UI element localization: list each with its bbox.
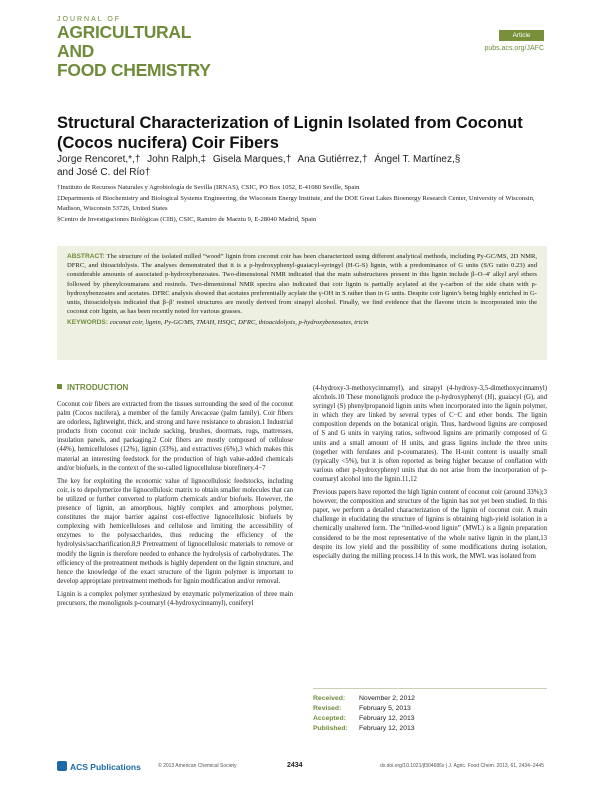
- journal-logo: [57, 16, 227, 82]
- affiliation: ‡Departments of Biochemistry and Biological Systems Engineering, the Wisconsin Energy Institute, and the DOE Great Lakes Bioenergy Research Center, University of Wisconsin, Madison, Wisconsin 53726, United States: [57, 195, 535, 212]
- section-square-icon: [57, 384, 62, 389]
- paragraph: Previous papers have reported the high lignin content of coconut coir (around 33%);3 however, the composition and structure of the lignin has not yet been studied. In this paper, we perform a detailed characterization of the lignin of coconut coir. A main challenge in elucidating the structure of lignins is obtaining high-yield isolation in a chemically unaltered form. The “milled-wood lignin” (MWL) is a lignin preparation considered to be the most representative of the whole native lignin in the plant,13 despite its low yield and the possibility of some modifications during isolation, especially during the milling process.14 In this work, the MWL was isolated from: [313, 489, 547, 560]
- abstract-label: ABSTRACT:: [67, 253, 105, 260]
- affiliation: †Instituto de Recursos Naturales y Agrobiología de Sevilla (IRNAS), CSIC, PO Box 1052, E-41080 Seville, Spain: [57, 184, 360, 191]
- publication-dates: [313, 688, 547, 734]
- affiliation: §Centro de Investigaciones Biológicas (CIB), CSIC, Ramiro de Maeztu 9, E-28040 Madrid, Spain: [57, 215, 317, 223]
- date-label: Received:: [313, 695, 346, 702]
- keywords-line: [67, 318, 537, 327]
- date-value: February 5, 2013: [359, 705, 411, 712]
- paragraph: Lignin is a complex polymer synthesized by enzymatic polymerization of three main precursors, the monolignols p-coumaryl (4-hydroxycinnamyl), coniferyl: [57, 590, 293, 607]
- date-label: Published:: [313, 725, 348, 732]
- author-name[interactable]: Jorge Rencoret,*,†: [57, 154, 141, 165]
- abstract-body: [67, 252, 537, 316]
- page-number: 2434: [287, 762, 303, 769]
- date-value: November 2, 2012: [359, 695, 415, 702]
- author-name[interactable]: Ana Gutiérrez,†: [297, 154, 368, 165]
- copyright: © 2013 American Chemical Society: [158, 763, 237, 769]
- keywords-label: KEYWORDS:: [67, 319, 109, 327]
- right-column: [313, 384, 547, 565]
- date-value: February 12, 2013: [359, 715, 415, 722]
- date-value: February 12, 2013: [359, 725, 415, 732]
- article-type-badge: Article: [499, 30, 544, 41]
- abstract-text: The structure of the isolated milled “wood” lignin from coconut coir has been characterized using different analytical methods, including Py-GC/MS, 2D NMR, DFRC, and thioacidolysis. The analyses demonstrated that it is a p-hydroxyphenyl-guaiacyl-syringyl (H-G-S) lignin, with a predominance of G units (S/G ratio 0.23) and considerable amounts of associated p-hydroxybenzoates. Two-dimensional NMR indicated that the main substructures present in this lignin include β–O–4′ alkyl aryl ethers followed by phenylcoumarans and resinols. Two-dimensional NMR spectra also indicated that coir lignin is partially acylated at the γ-carbon of the side chain with p-hydroxybenzoates and acetates. DFRC analysis showed that acetates preferentially acylate the γ-OH in S rather than in G units. Despite coir lignin’s being highly enriched in G-units, thioacidolysis indicated that β–β′ resinol structures are mostly derived from sinapyl alcohol. Finally, we find evidence that the flavone tricin is incorporated into the coconut coir lignin, as has been recently noted for various grasses.: [67, 253, 537, 316]
- affiliations: [57, 183, 547, 226]
- article-title: Structural Characterization of Lignin Isolated from Coconut (Cocos nucifera) Coir Fibers: [57, 114, 523, 152]
- paragraph: The key for exploiting the economic value of lignocellulosic feedstocks, including coir, is to depolymerize the lignocellulosic matrix to obtain smaller molecules that can be utilized or further converted to platform chemicals and/or biofuels. However, the presence of lignin, an amorphous, highly complex and amorphous polymer, constitutes the major barrier against cost-effective lignocellulosic biofuels by complexing with hemicelluloses and cellulose and limiting the accessibility of enzymes to the polysaccharides, thus reducing the efficiency of the hydrolysis/saccharification.8,9 Pretreatment of lignocellulosic materials to remove or modify the lignin is therefore needed to enhance the hydrolysis of carbohydrates. The efficiency of the pretreatment methods is highly dependent on the lignin structure, and hence the knowledge of the exact structure of the lignin polymer is important to develop appropriate pretreatment methods for lignin modification and/or removal.: [57, 477, 293, 585]
- date-row: [313, 694, 547, 704]
- journal-name-line2: FOOD CHEMISTRY: [57, 60, 211, 80]
- section-heading: [57, 383, 128, 392]
- journal-name-line1: AGRICULTURAL AND: [57, 22, 191, 61]
- page-footer: [0, 761, 600, 775]
- author-name[interactable]: Ángel T. Martínez,§: [374, 154, 461, 165]
- date-row: [313, 724, 547, 734]
- date-row: [313, 704, 547, 714]
- publisher-name: ACS Publications: [70, 762, 141, 772]
- keywords-text: coconut coir, lignin, Py-GC/MS, TMAH, HSQC, DFRC, thioacidolysis, p-hydroxybenzoates, tricin: [109, 319, 369, 327]
- date-row: [313, 714, 547, 724]
- acs-logo-icon: [57, 761, 67, 771]
- section-title: INTRODUCTION: [67, 383, 129, 392]
- doi-link[interactable]: dx.doi.org/10.1021/jf304686x | J. Agric. Food Chem. 2013, 61, 2434−2445: [379, 763, 544, 769]
- author-name[interactable]: John Ralph,‡: [147, 154, 207, 165]
- date-label: Revised:: [313, 705, 342, 712]
- paragraph: Coconut coir fibers are extracted from the tissues surrounding the seed of the coconut palm (Cocos nucifera), a member of the family Arecaceae (palm family). Coir fibers are odorless, lightweight, thick, and strong and have resistance to abrasion.1 Industrial products from coconut coir include sacking, brushes, doormats, rugs, mattresses, insulation panels, and packaging.2 Coir fibers are mostly composed of cellulose (44%), hemicelluloses (12%), lignin (33%), and extractives (6%),3 which makes this material an interesting feedstock for the production of high value-added chemicals and/or biofuels, in the context of the so-called lignocellulose biorefinery.4−7: [57, 401, 293, 472]
- left-column: [57, 400, 293, 612]
- journal-url-link[interactable]: pubs.acs.org/JAFC: [484, 45, 544, 52]
- journal-of-label: JOURNAL OF: [57, 16, 122, 23]
- author-name[interactable]: and José C. del Río†: [57, 167, 151, 178]
- date-label: Accepted:: [313, 715, 346, 722]
- author-name[interactable]: Gisela Marques,†: [212, 154, 292, 165]
- paragraph: (4-hydroxy-3-methoxycinnamyl), and sinapyl (4-hydroxy-3,5-dimethoxycinnamyl) alcohols.10 These monolignols produce the p-hydroxyphenyl (H), guaiacyl (G), and syringyl (S) phenylpropanoid lignin units when incorporated into the lignin polymer, in which they are linked by several types of C−C and ether bonds. The lignin composition depends on the botanical origin. Thus, hardwood lignins are composed of S and G units in varying ratios, softwood lignins are primarily composed of G units and a small amount of H units, and grass lignins include the three units (together with ferulates and p-coumarates). The H-unit content is usually small (typically <5%), but it is often reported as being higher because of conflation with various other p-hydroxyphenyl units that do not arise from the incorporation of p-coumaryl alcohol into the lignin.11,12: [313, 385, 547, 483]
- author-list: [57, 153, 547, 179]
- publisher-logo[interactable]: [57, 761, 141, 772]
- abstract-box: [57, 246, 547, 360]
